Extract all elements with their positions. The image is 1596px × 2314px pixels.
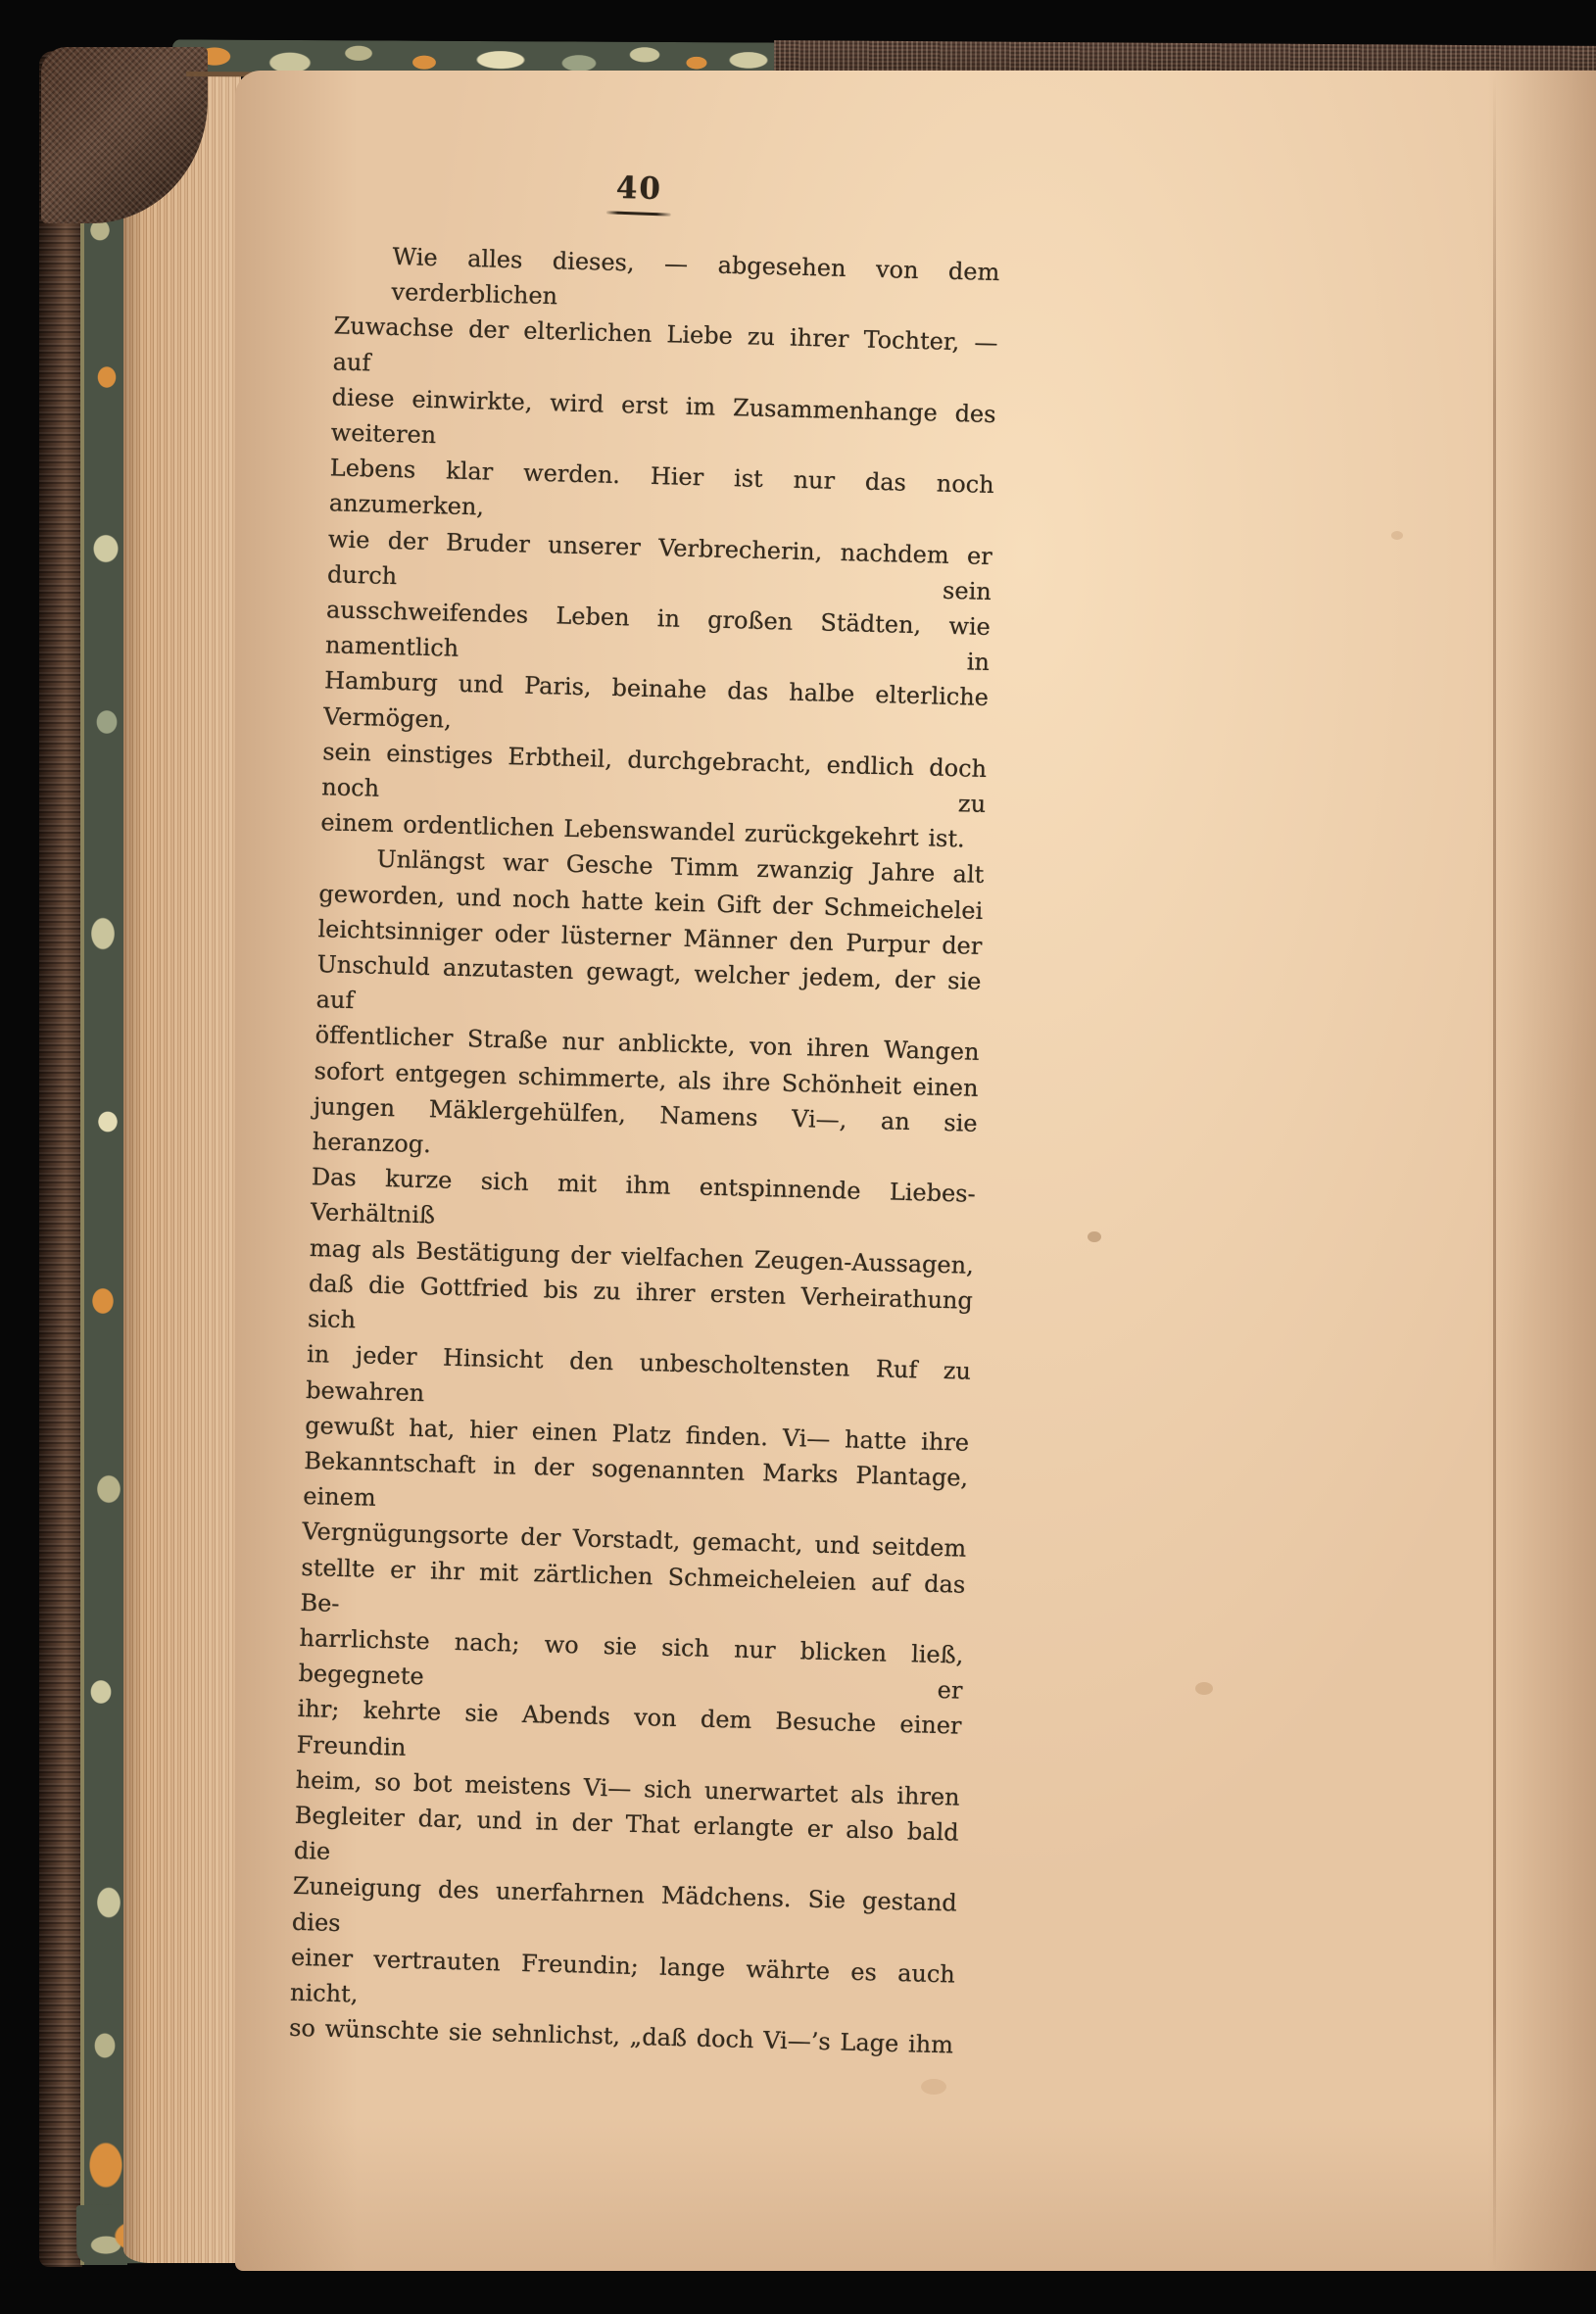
page-stack-fore-edge: [123, 74, 241, 2263]
text-line: Vergnügungsorte der Vorstadt, gemacht, und seitdem: [302, 1518, 967, 1564]
paper-stain: [1195, 1682, 1213, 1695]
text-line: ihr; kehrte sie Abends von dem Besuche einer Freundin: [296, 1695, 962, 1761]
page-number-rule: [606, 211, 671, 216]
text-line: so wünschte sie sehnlichst, „daß doch Vi—’s Lage ihm: [288, 2013, 954, 2059]
text-line: diese einwirkte, wird erst im Zusammenhange des weiteren: [330, 383, 996, 450]
paper-stain: [1391, 531, 1403, 540]
text-line: sofort entgegen schimmerte, als ihre Schönheit einen: [314, 1056, 979, 1102]
text-line: wie der Bruder unserer Verbrecherin, nachdem er durch sein: [326, 524, 993, 605]
text-line: jungen Mäklergehülfen, Namens Vi—, an sie heranzog.: [312, 1091, 978, 1159]
text-line: mag als Bestätigung der vielfachen Zeugen-Aussagen,: [309, 1233, 975, 1279]
text-line: Begleiter dar, und in der That erlangte er also bald die: [293, 1801, 959, 1865]
book-cover-spine-edge: [39, 51, 82, 2267]
text-line: Unlängst war Gesche Timm zwanzig Jahre alt: [376, 845, 985, 890]
text-line: sein einstiges Erbtheil, durchgebracht, endlich doch noch zu: [320, 738, 988, 819]
text-line: öffentlicher Straße nur anblickte, von ihren Wangen: [314, 1021, 980, 1067]
marbled-endpaper-strip: [80, 69, 127, 2265]
gutter-crease: [1493, 74, 1496, 2269]
text-line: Hamburg und Paris, beinahe das halbe elterliche Vermögen,: [322, 666, 990, 734]
text-line: Unschuld anzutasten gewagt, welcher jedem, der sie auf: [315, 950, 982, 1015]
page-number: 40: [615, 169, 663, 208]
text-line: daß die Gottfried bis zu ihrer ersten Verheirathung sich: [307, 1269, 974, 1334]
text-line: stellte er ihr mit zärtlichen Schmeicheleien auf das Be-: [300, 1553, 966, 1617]
text-line: Zuwachse der elterlichen Liebe zu ihrer Tochter, — auf: [332, 312, 998, 376]
text-line: gewußt hat, hier einen Platz finden. Vi— hatte ihre: [304, 1411, 970, 1457]
text-line: leichtsinniger oder lüsterner Männer den Purpur der: [317, 915, 983, 960]
text-line: einem ordentlichen Lebenswandel zurückgekehrt ist.: [320, 808, 966, 853]
text-line: heim, so bot meistens Vi— sich unerwartet als ihren: [295, 1765, 960, 1811]
text-line: Bekanntschaft in der sogenannten Marks Plantage, einem: [303, 1446, 969, 1513]
text-line: einer vertrauten Freundin; lange währte es auch nicht,: [289, 1943, 956, 2008]
text-line: harrlichste nach; wo sie sich nur blicken ließ, begegnete er: [298, 1623, 964, 1705]
paper-stain: [921, 2079, 946, 2095]
text-line: in jeder Hinsicht den unbescholtensten Ruf zu bewahren: [305, 1340, 972, 1407]
text-line: ausschweifendes Leben in großen Städten, wie namentlich in: [324, 596, 991, 677]
text-line: geworden, und noch hatte kein Gift der Schmeichelei: [318, 879, 984, 925]
page-number-block: [579, 169, 699, 247]
text-line: Lebens klar werden. Hier ist nur das noch anzumerken,: [328, 454, 995, 521]
text-line: Wie alles dieses, — abgesehen von dem verderblichen: [391, 242, 1000, 311]
paper-stain: [1088, 1231, 1101, 1242]
page-content: [289, 163, 1002, 2062]
text-block: [289, 237, 1000, 2062]
text-line: Zuneigung des unerfahrnen Mädchens. Sie gestand dies: [291, 1872, 958, 1937]
text-line: Das kurze sich mit ihm entspinnende Liebes-Verhältniß: [310, 1163, 977, 1229]
